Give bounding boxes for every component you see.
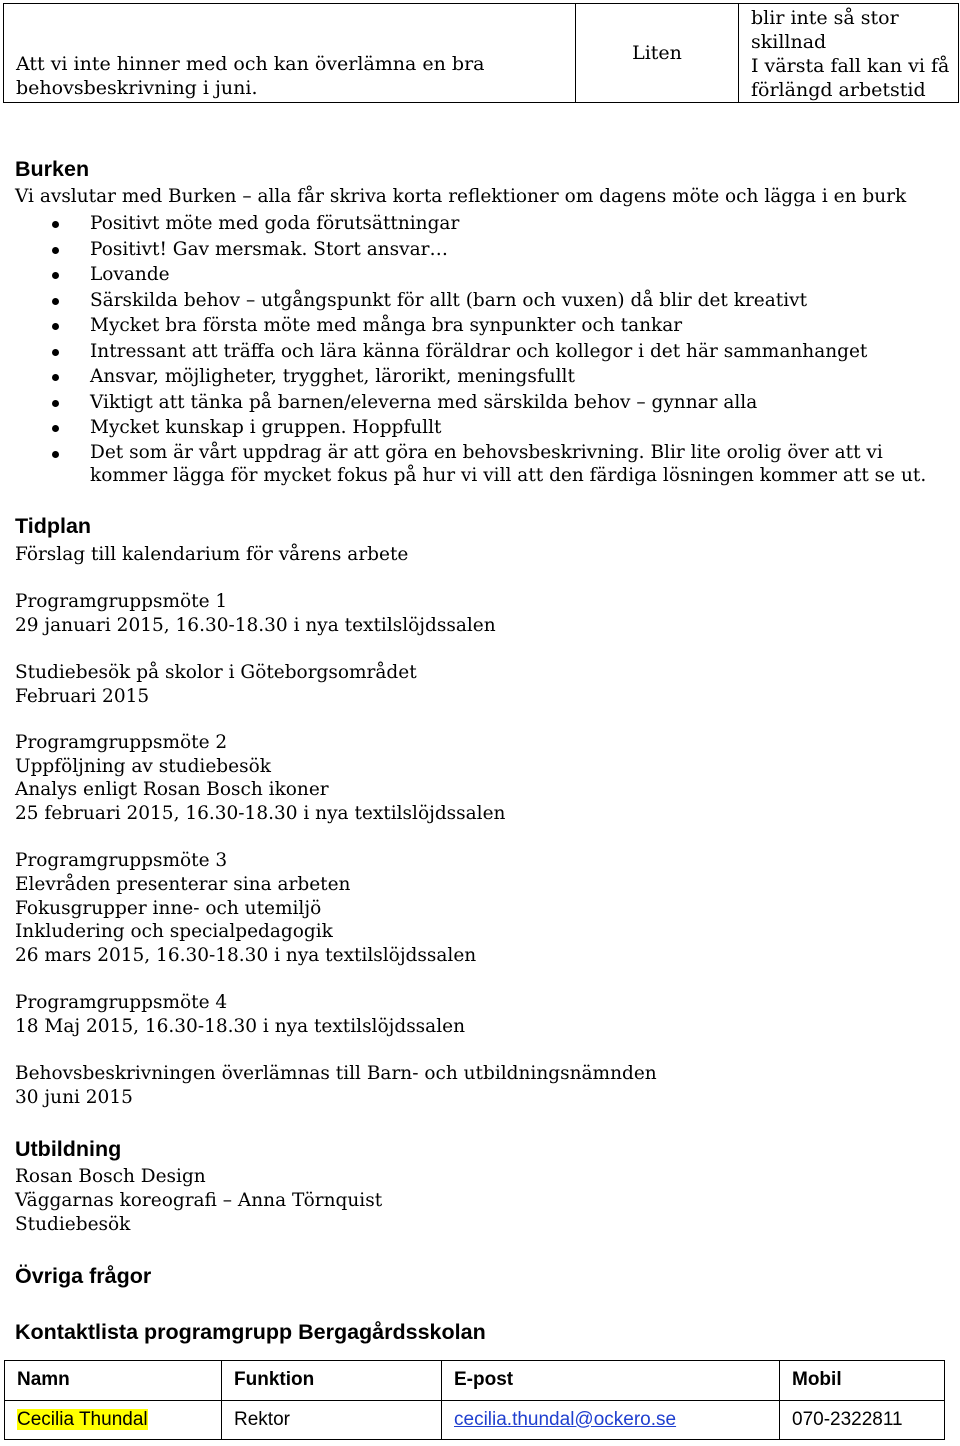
list-item: Det som är vårt uppdrag är att göra en behovsbeskrivning. Blir lite orolig över att vi kommer lägga för mycket fokus på hur vi vill att den färdiga lösningen kommer att se ut. (0, 441, 930, 488)
schedule-item-detail: Uppföljning av studiebesök (15, 756, 271, 777)
utbildning-line: Väggarnas koreografi – Anna Törnquist (15, 1190, 383, 1211)
schedule-item-detail: Analys enligt Rosan Bosch ikoner (15, 779, 329, 800)
list-item: Ansvar, möjligheter, trygghet, lärorikt, meningsfullt (0, 364, 930, 390)
column-header: Mobil (780, 1361, 945, 1401)
burken-list (0, 211, 930, 488)
list-item: Positivt möte med goda förutsättningar (0, 211, 930, 237)
risk-table-row (4, 4, 959, 103)
contact-name-cell (5, 1400, 222, 1440)
schedule-item-detail: Fokusgrupper inne- och utemiljö (15, 898, 322, 919)
list-item: Särskilda behov – utgångspunkt för allt (barn och vuxen) då blir det kreativt (0, 288, 930, 314)
utbildning-line: Rosan Bosch Design (15, 1166, 206, 1187)
list-item: Viktigt att tänka på barnen/eleverna med särskilda behov – gynnar alla (0, 390, 930, 416)
risk-consequence (739, 4, 959, 103)
bullet-icon (52, 221, 59, 228)
contact-mobile: 070-2322811 (780, 1400, 945, 1440)
schedule-item-date: 30 juni 2015 (15, 1087, 133, 1108)
kontaktlista-heading: Kontaktlista programgrupp Bergagårdsskolan (15, 1320, 486, 1344)
contact-table-header (5, 1361, 945, 1401)
utbildning-heading: Utbildning (15, 1137, 122, 1161)
list-item: Positivt! Gav mersmak. Stort ansvar… (0, 237, 930, 263)
schedule-item-title: Programgruppsmöte 3 (15, 850, 228, 871)
risk-description: Att vi inte hinner med och kan överlämna en bra behovsbeskrivning i juni. (4, 4, 576, 103)
schedule-item-detail: Elevråden presenterar sina arbeten (15, 874, 351, 895)
bullet-icon (52, 451, 59, 458)
schedule-item-date: 18 Maj 2015, 16.30-18.30 i nya textilslöjdssalen (15, 1016, 465, 1037)
column-header: E-post (442, 1361, 780, 1401)
ovriga-heading: Övriga frågor (15, 1264, 152, 1288)
list-item: Intressant att träffa och lära känna föräldrar och kollegor i det här sammanhanget (0, 339, 930, 365)
contact-table (4, 1360, 945, 1440)
contact-role: Rektor (222, 1400, 442, 1440)
burken-intro: Vi avslutar med Burken – alla får skriva korta reflektioner om dagens möte och lägga i en burk (15, 186, 907, 207)
risk-probability: Liten (576, 4, 739, 103)
contact-email-cell (442, 1400, 780, 1440)
bullet-icon (52, 349, 59, 356)
table-row (5, 1400, 945, 1440)
risk-consequence-line: blir inte så stor skillnad (751, 7, 899, 53)
schedule-item-date: Februari 2015 (15, 686, 150, 707)
bullet-icon (52, 247, 59, 254)
tidplan-heading: Tidplan (15, 514, 92, 538)
schedule-item-detail: Inkludering och specialpedagogik (15, 921, 333, 942)
bullet-icon (52, 272, 59, 279)
burken-heading: Burken (15, 157, 90, 181)
schedule-item-date: 26 mars 2015, 16.30-18.30 i nya textilslöjdssalen (15, 945, 477, 966)
bullet-icon (52, 323, 59, 330)
contact-name: Cecilia Thundal (17, 1408, 148, 1430)
risk-table (3, 3, 959, 103)
schedule-item-title: Behovsbeskrivningen överlämnas till Barn- och utbildningsnämnden (15, 1063, 657, 1084)
bullet-icon (52, 298, 59, 305)
schedule-item-date: 29 januari 2015, 16.30-18.30 i nya textilslöjdssalen (15, 615, 496, 636)
list-item: Lovande (0, 262, 930, 288)
list-item: Mycket kunskap i gruppen. Hoppfullt (0, 415, 930, 441)
schedule-item-title: Programgruppsmöte 1 (15, 591, 228, 612)
schedule-item-title: Programgruppsmöte 4 (15, 992, 228, 1013)
bullet-icon (52, 400, 59, 407)
bullet-icon (52, 374, 59, 381)
risk-consequence-line: I värsta fall kan vi få förlängd arbetstid (751, 55, 950, 101)
tidplan-intro: Förslag till kalendarium för vårens arbete (15, 544, 409, 565)
list-item: Mycket bra första möte med många bra synpunkter och tankar (0, 313, 930, 339)
contact-email-link[interactable]: cecilia.thundal@ockero.se (454, 1408, 677, 1430)
column-header: Namn (5, 1361, 222, 1401)
schedule-item-title: Programgruppsmöte 2 (15, 732, 228, 753)
schedule-item-date: 25 februari 2015, 16.30-18.30 i nya textilslöjdssalen (15, 803, 506, 824)
schedule-item-title: Studiebesök på skolor i Göteborgsområdet (15, 662, 417, 683)
utbildning-line: Studiebesök (15, 1214, 131, 1235)
column-header: Funktion (222, 1361, 442, 1401)
bullet-icon (52, 425, 59, 432)
